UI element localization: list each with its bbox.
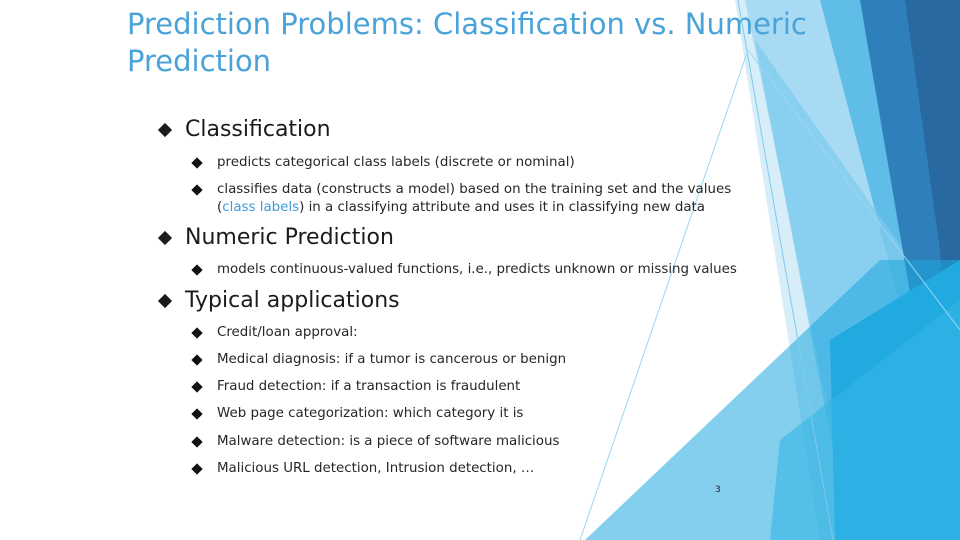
bullet-heading: Numeric Prediction (185, 225, 394, 250)
sub-bullet-text: predicts categorical class labels (discrete or nominal) (217, 155, 575, 170)
class-labels-highlight: class labels (222, 200, 300, 215)
slide-title-line-2: Prediction (127, 44, 272, 78)
page-number: 3 (715, 485, 721, 495)
sub-bullet-text: Fraud detection: if a transaction is fraudulent (217, 379, 521, 394)
bullet-heading: Typical applications (185, 288, 400, 313)
sub-bullet-text-line-1: classifies data (constructs a model) based on the training set and the values (217, 182, 732, 197)
sub-bullet-text: Medical diagnosis: if a tumor is cancerous or benign (217, 352, 567, 367)
sub-bullet-text: Credit/loan approval: (217, 325, 358, 340)
slide-title-line-1: Prediction Problems: Classification vs. Numeric (127, 7, 807, 41)
sub-bullet-text-line-2: (class labels) in a classifying attribute and uses it in classifying new data (217, 200, 705, 215)
sub-bullet-text: Malicious URL detection, Intrusion detection, … (217, 461, 535, 476)
sub-bullet-text: Malware detection: is a piece of software malicious (217, 434, 560, 449)
bullet-heading: Classification (185, 117, 331, 142)
sub-bullet-text: models continuous-valued functions, i.e., predicts unknown or missing values (217, 262, 737, 277)
sub-bullet-text: Web page categorization: which category it is (217, 406, 524, 421)
